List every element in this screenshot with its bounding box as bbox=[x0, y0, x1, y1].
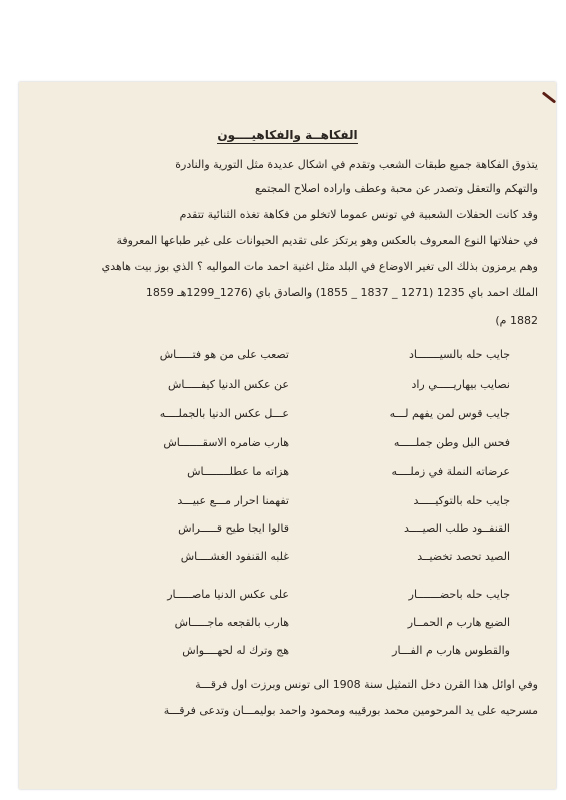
paragraph-line: وقد كانت الحفلات الشعبية في تونس عموما لاتخلو من فكاهة تغذه الثنائية تتقدم bbox=[179, 208, 538, 221]
verse-right: الضبع هارب م الحمــار bbox=[407, 616, 510, 629]
verse-left: عـــل عكس الدنيا بالجملــــه bbox=[159, 407, 289, 420]
verse-left: عن عكس الدنيا كيفـــــاش bbox=[167, 378, 289, 391]
verse-left: قالوا ايجا طيح قـــــراش bbox=[178, 522, 289, 535]
paragraph-line: 1882 م) bbox=[495, 314, 538, 327]
paragraph-line: يتذوق الفكاهة جميع طبقات الشعب وتقدم في اشكال عديدة مثل التورية والنادرة bbox=[175, 158, 538, 171]
paragraph-line: في حفلاتها النوع المعروف بالعكس وهو يرتكز على تقديم الحيوانات على غير طباعها المعروفة bbox=[116, 234, 538, 247]
verse-left: هزاته ما عطلــــــــاش bbox=[187, 465, 289, 478]
verse-right: نصايب بيهاريـــــي راد bbox=[411, 378, 510, 391]
paragraph-line: والتهكم والتعقل وتصدر عن محبة وعطف واراده اصلاح المجتمع bbox=[254, 182, 538, 195]
verse-right: جايب حله بالتوكيـــــد bbox=[413, 494, 510, 507]
verse-right: عرضاته النملة في زملــــه bbox=[391, 465, 510, 478]
verse-left: غلبه القنفود الغشــــاش bbox=[180, 550, 289, 563]
verse-right: فحس البل وطن جملـــــه bbox=[393, 436, 510, 449]
verse-right: الصيد تحصد تخضيــد bbox=[417, 550, 510, 563]
paragraph-line: وهم يرمزون بذلك الى تغير الاوضاع في البلد مثل اغنية احمد مات المواليه ؟ الذي بوز بيت هاهدي bbox=[101, 260, 538, 273]
paragraph-line: الملك احمد باي 1235 (1271 _ 1837 _ 1855) والصادق باي (1276_1299هـ 1859 bbox=[145, 286, 538, 299]
ink-stain bbox=[542, 91, 556, 103]
closing-line: وفي اوائل هذا القرن دخل التمثيل سنة 1908 الى تونس وبرزت اول فرقـــة bbox=[195, 678, 538, 691]
verse-right: والقطوس هارب م الفـــار bbox=[392, 644, 510, 657]
verse-left: تصعب على من هو فتـــــاش bbox=[159, 348, 289, 361]
verse-right: جايب حله بالسيـــــــاد bbox=[408, 348, 510, 361]
closing-line: مسرحيه على يد المرحومين محمد بورقيبه ومحمود واحمد بوليمـــان وتدعى فرقـــة bbox=[163, 704, 538, 717]
page-title: الفكاهــة والفكاهيــــون bbox=[217, 128, 358, 142]
document-page bbox=[19, 82, 556, 789]
verse-left: تفهمنا احرار مـــع عبيـــد bbox=[177, 494, 289, 507]
verse-right: القنفــود طلب الصيــــد bbox=[403, 522, 510, 535]
verse-left: هج وترك له لحهــــواش bbox=[182, 644, 289, 657]
verse-left: هارب ضامره الاسقـــــــاش bbox=[163, 436, 289, 449]
verse-left: على عكس الدنيا ماصـــــار bbox=[167, 588, 289, 601]
verse-left: هارب بالقجعه ماجـــــاش bbox=[174, 616, 289, 629]
verse-right: جايب حله باحضـــــــار bbox=[408, 588, 510, 601]
verse-right: جايب قوس لمن يفهم لـــه bbox=[389, 407, 510, 420]
